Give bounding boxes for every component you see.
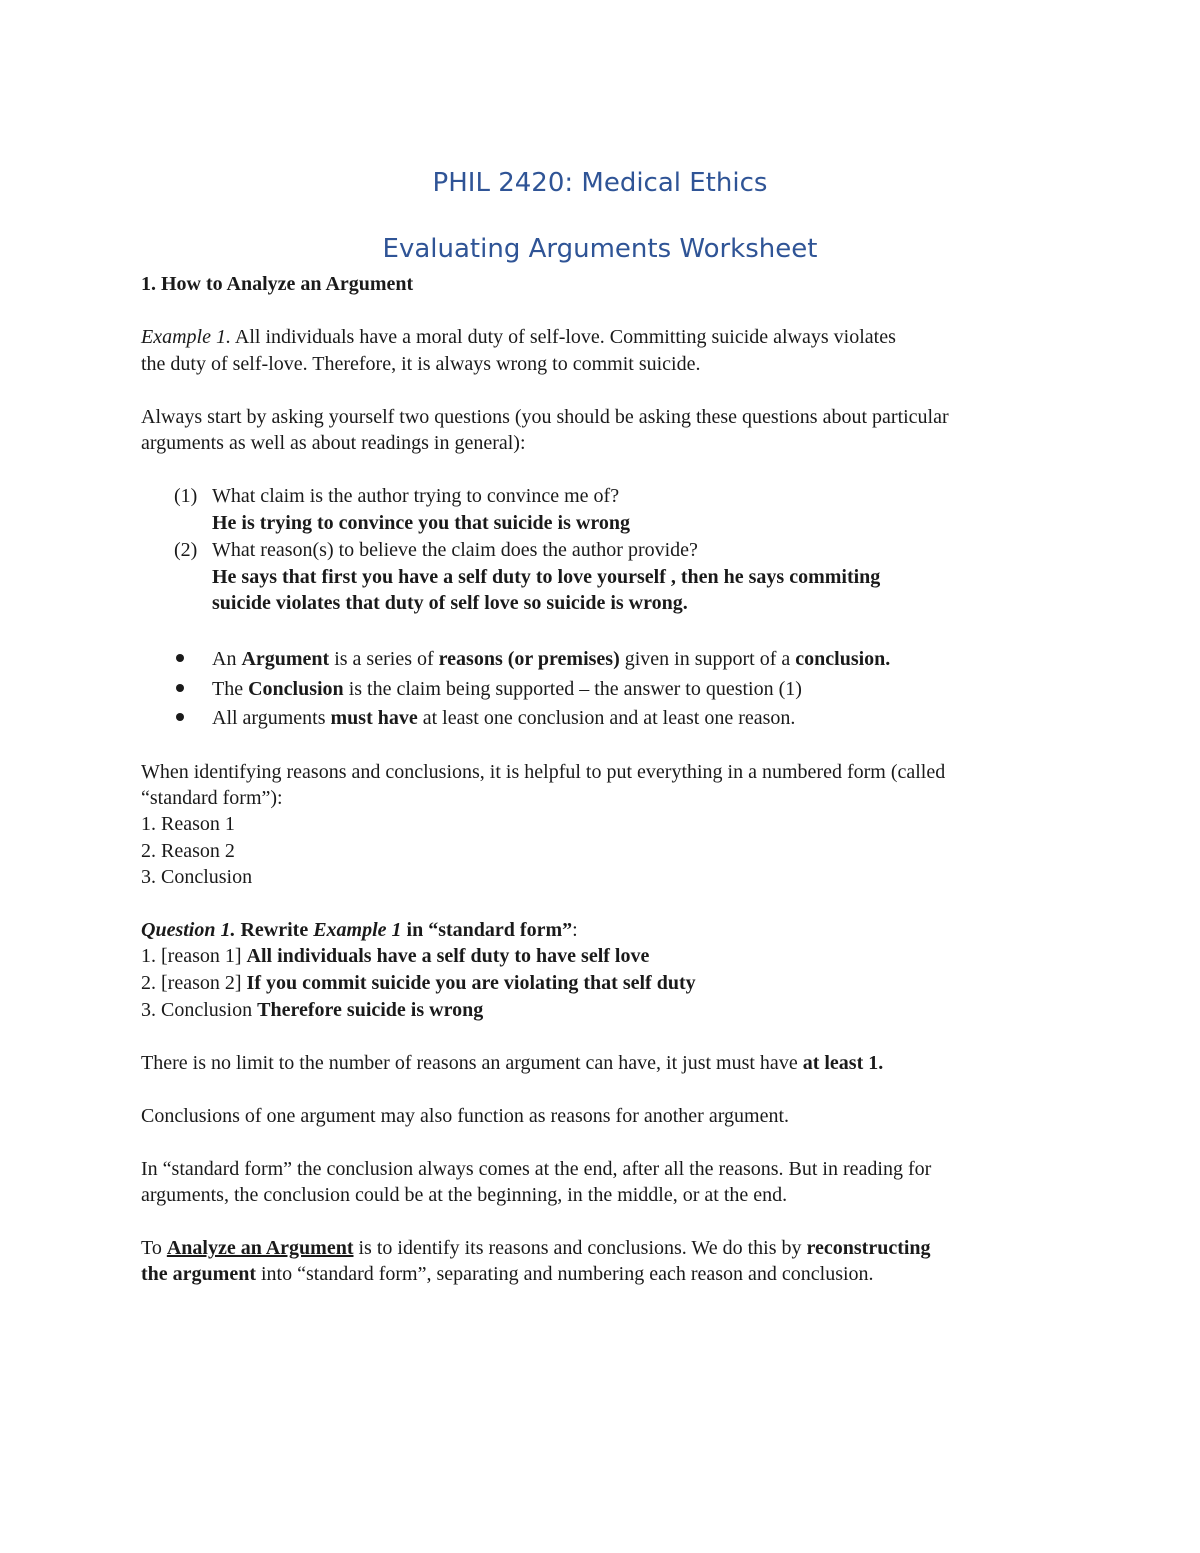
section-heading: 1. How to Analyze an Argument [141,273,414,295]
bullet-icon [176,684,184,692]
standard-form-item: 2. Reason 2 [141,840,235,862]
bullet-item: An Argument is a series of reasons (or premises) given in support of a conclusion. [212,648,891,670]
analyze-line-1: To Analyze an Argument is to identify its reasons and conclusions. We do this by reconstructing [141,1237,931,1259]
course-title: PHIL 2420: Medical Ethics [432,168,768,198]
standard-form-line-1: When identifying reasons and conclusions, it is helpful to put everything in a numbered form (called [141,761,946,783]
question-number: (1) [174,485,198,507]
question1-answer: 1. [reason 1] All individuals have a self duty to have self love [141,945,650,967]
question-answer: He is trying to convince you that suicide is wrong [212,512,630,534]
question-answer: He says that first you have a self duty to love yourself , then he says commiting [212,566,881,588]
order-note-line-1: In “standard form” the conclusion always comes at the end, after all the reasons. But in reading for [141,1158,932,1180]
question1-answer: 3. Conclusion Therefore suicide is wrong [141,999,484,1021]
standard-form-item: 1. Reason 1 [141,813,235,835]
question1-answer: 2. [reason 2] If you commit suicide you are violating that self duty [141,972,696,994]
intro-line-1: Always start by asking yourself two questions (you should be asking these questions about particular [141,406,949,428]
question-text: What claim is the author trying to convince me of? [212,485,620,507]
bullet-item: The Conclusion is the claim being supported – the answer to question (1) [212,678,802,700]
example-label: Example 1. [141,326,231,348]
standard-form-line-2: “standard form”): [141,787,283,809]
analyze-term: Analyze an Argument [166,1237,354,1259]
question1-prompt: Question 1. Rewrite Example 1 in “standard form”: [141,919,578,941]
example-line-2: the duty of self-love. Therefore, it is always wrong to commit suicide. [141,353,701,375]
bullet-icon [176,654,184,662]
question-number: (2) [174,539,198,561]
bullet-item: All arguments must have at least one conclusion and at least one reason. [212,707,796,729]
function-note: Conclusions of one argument may also function as reasons for another argument. [141,1105,789,1127]
bullet-icon [176,713,184,721]
example-line-1: Example 1. All individuals have a moral duty of self-love. Committing suicide always violates [141,326,896,348]
worksheet-title: Evaluating Arguments Worksheet [382,234,818,264]
limit-note: There is no limit to the number of reasons an argument can have, it just must have at least 1. [141,1052,884,1074]
order-note-line-2: arguments, the conclusion could be at the beginning, in the middle, or at the end. [141,1184,788,1206]
question-answer: suicide violates that duty of self love so suicide is wrong. [212,592,688,614]
intro-line-2: arguments as well as about readings in general): [141,432,526,454]
analyze-line-2: the argument into “standard form”, separating and numbering each reason and conclusion. [141,1263,874,1285]
question-text: What reason(s) to believe the claim does the author provide? [212,539,698,561]
standard-form-item: 3. Conclusion [141,866,253,888]
